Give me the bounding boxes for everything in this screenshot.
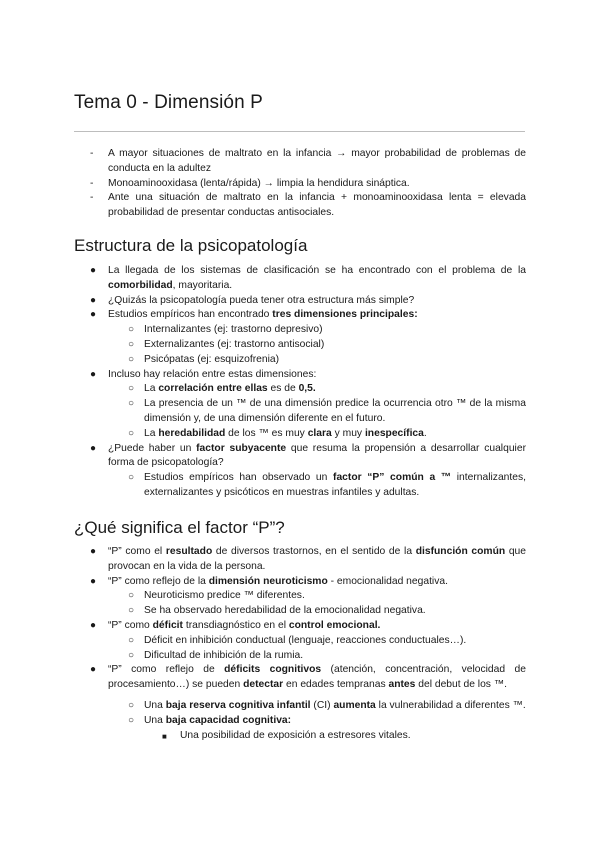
list-item: ○ Se ha observado heredabilidad de la emocionalidad negativa.: [74, 604, 526, 619]
disc-bullet: ●: [90, 546, 97, 557]
list-item: ○ Internalizantes (ej: trastorno depresivo): [74, 323, 526, 338]
circle-bullet: ○: [128, 427, 135, 439]
list-item: ● “P” como el resultado de diversos trastornos, en el sentido de la disfunción común que provocan en la vida de la persona.: [90, 546, 527, 572]
disc-bullet: ●: [90, 265, 97, 276]
section1-list: [74, 264, 526, 501]
section-heading-estructura: Estructura de la psicopatología: [74, 236, 308, 255]
list-item: ○ Dificultad de inhibición de la rumia.: [74, 649, 526, 664]
dash-bullet: -: [90, 192, 94, 204]
list-item: - A mayor situaciones de maltrato en la infancia → mayor probabilidad de problemas de conducta en la adultez: [90, 148, 526, 174]
list-item: ○ Psicópatas (ej: esquizofrenia): [74, 353, 526, 368]
disc-bullet: ●: [90, 575, 97, 587]
section2-list: [74, 545, 526, 743]
list-item: ○ Neuroticismo predice ™ diferentes.: [74, 589, 526, 604]
circle-bullet: ○: [128, 324, 135, 336]
list-item: - Ante una situación de maltrato en la infancia + monoaminooxidasa lenta = elevada probabilidad de presentar conductas antisociales.: [90, 192, 526, 219]
disc-bullet: ●: [90, 442, 97, 454]
list-item: ■ Una posibilidad de exposición a estresores vitales.: [74, 729, 526, 744]
list-item: ● Estudios empíricos han encontrado tres dimensiones principales:: [74, 308, 526, 323]
intro-list: [74, 147, 526, 221]
circle-bullet: ○: [128, 353, 135, 365]
circle-bullet: ○: [128, 590, 135, 602]
circle-bullet: ○: [128, 605, 135, 617]
circle-bullet: ○: [128, 383, 135, 395]
list-item: ○ La correlación entre ellas es de 0,5.: [74, 382, 526, 397]
list-item: ○ La presencia de un ™ de una dimensión predice la ocurrencia otro ™ de la misma dimensión y, de una dimensión diferente en el futuro.: [128, 398, 526, 424]
list-item: ○ Una baja capacidad cognitiva:: [74, 714, 526, 729]
list-item: ● ¿Puede haber un factor subyacente que resuma la propensión a desarrollar cualquier forma de psicopatología?: [90, 442, 526, 469]
list-item: ● ¿Quizás la psicopatología pueda tener otra estructura más simple?: [74, 294, 526, 309]
square-bullet: ■: [162, 731, 167, 741]
circle-bullet: ○: [128, 649, 135, 661]
list-item: ● Incluso hay relación entre estas dimensiones:: [74, 368, 526, 383]
list-item: - Monoaminooxidasa (lenta/rápida) → limpia la hendidura sináptica.: [74, 177, 526, 192]
disc-bullet: ●: [90, 619, 97, 631]
list-item: ○ Estudios empíricos han observado un factor “P” común a ™ internalizantes, externalizantes y psicóticos en muestras infantiles y adultas.: [128, 472, 526, 498]
circle-bullet: ○: [128, 634, 135, 646]
disc-bullet: ●: [90, 368, 97, 380]
disc-bullet: ●: [90, 309, 97, 321]
list-item: ○ La heredabilidad de los ™ es muy clara y muy inespecífica.: [74, 427, 526, 442]
list-item: ○ Externalizantes (ej: trastorno antisocial): [74, 338, 526, 353]
disc-bullet: ●: [90, 294, 97, 306]
title-divider: [74, 131, 525, 132]
list-item: ○ Déficit en inhibición conductual (lenguaje, reacciones conductuales…).: [74, 634, 526, 649]
circle-bullet: ○: [128, 699, 135, 711]
list-item: ● “P” como reflejo de déficits cognitivos (atención, concentración, velocidad de procesamiento…) se pueden detectar en edades tempranas antes del debut de los ™.: [90, 664, 527, 691]
list-item: ● “P” como reflejo de la dimensión neuroticismo - emocionalidad negativa.: [74, 575, 526, 590]
list-item: ○ Una baja reserva cognitiva infantil (CI) aumenta la vulnerabilidad a diferentes ™.: [74, 699, 526, 714]
circle-bullet: ○: [128, 398, 135, 410]
circle-bullet: ○: [128, 472, 135, 484]
dash-bullet: -: [90, 148, 94, 159]
list-item: ● “P” como déficit transdiagnóstico en el control emocional.: [74, 619, 526, 634]
circle-bullet: ○: [128, 338, 135, 350]
dash-bullet: -: [90, 177, 94, 189]
list-item: ● La llegada de los sistemas de clasificación se ha encontrado con el problema de la comorbilidad, mayoritaria.: [90, 265, 526, 291]
circle-bullet: ○: [128, 714, 135, 726]
section-heading-factor-p: ¿Qué significa el factor “P”?: [74, 518, 285, 537]
disc-bullet: ●: [90, 664, 97, 676]
page-title: Tema 0 - Dimensión P: [74, 92, 263, 113]
